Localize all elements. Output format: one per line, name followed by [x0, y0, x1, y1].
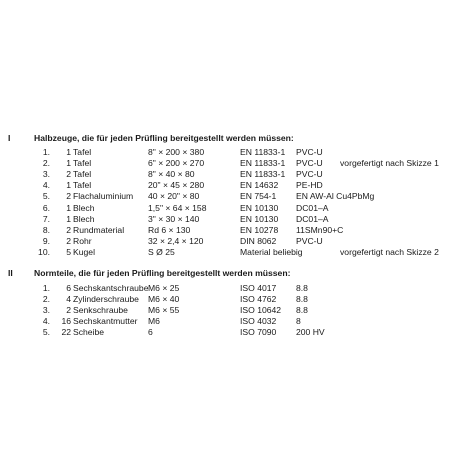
- row-qty: 1: [66, 180, 71, 190]
- row-dimension: [148, 191, 199, 201]
- row-idx: 3.: [42, 169, 50, 179]
- row-dimension: [148, 147, 204, 157]
- row-item: Tafel: [73, 147, 92, 157]
- row-item: Rohr: [73, 236, 92, 246]
- row-std: DIN 8062: [240, 236, 277, 246]
- row-dimension: [148, 283, 179, 293]
- row-std: EN 10278: [240, 225, 279, 235]
- row-dimension-text: 32 × 2,4 × 120: [148, 236, 204, 246]
- row-idx: 5.: [42, 191, 50, 201]
- row-mat: 8: [296, 316, 301, 326]
- row-dimension-text: 3" × 30 × 140: [148, 214, 200, 224]
- row-item: Rundmaterial: [73, 225, 125, 235]
- row-mat: 8.8: [296, 294, 308, 304]
- row-idx: 2.: [42, 158, 50, 168]
- row-qty: 2: [66, 305, 71, 315]
- row-dimension-text: M6 × 25: [148, 283, 180, 293]
- row-qty: 2: [66, 236, 71, 246]
- row-item: Flachaluminium: [73, 191, 134, 201]
- row-dimension-text: Rd 6 × 130: [148, 225, 191, 235]
- row-idx: 10.: [38, 247, 50, 257]
- row-mat: EN AW-Al Cu4PbMg: [296, 191, 375, 201]
- row-item: Zylinderschraube: [73, 294, 139, 304]
- row-dimension-text: M6 × 40: [148, 294, 180, 304]
- row-dimension: [148, 294, 179, 304]
- row-std: EN 14632: [240, 180, 279, 190]
- row-idx: 2.: [42, 294, 50, 304]
- row-dimension-text: 6" × 200 × 270: [148, 158, 205, 168]
- row-idx: 9.: [42, 236, 50, 246]
- row-dimension: [148, 236, 203, 246]
- row-dimension: [148, 327, 153, 337]
- row-dimension: [148, 203, 206, 213]
- row-mat: PVC-U: [296, 169, 323, 179]
- row-mat: 11SMn90+C: [296, 225, 344, 235]
- row-qty: 1: [66, 214, 71, 224]
- row-mat: PE-HD: [296, 180, 323, 190]
- row-std: EN 11833-1: [240, 169, 286, 179]
- section-number: II: [8, 268, 13, 278]
- row-dimension: [148, 225, 190, 235]
- row-std: ISO 4762: [240, 294, 277, 304]
- row-idx: 3.: [42, 305, 50, 315]
- row-dimension-text: 8" × 200 × 380: [148, 147, 205, 157]
- row-item: Tafel: [73, 158, 92, 168]
- row-dimension: [148, 305, 179, 315]
- row-dimension: [148, 169, 195, 179]
- row-dimension-text: 1,5" × 64 × 158: [148, 203, 207, 213]
- row-mat: DC01–A: [296, 203, 329, 213]
- row-idx: 1.: [42, 283, 50, 293]
- row-mat: 8.8: [296, 305, 308, 315]
- row-qty: 1: [66, 203, 71, 213]
- row-std: ISO 4032: [240, 316, 277, 326]
- row-qty: 2: [66, 225, 71, 235]
- row-dimension-text: M6 × 55: [148, 305, 180, 315]
- row-std: ISO 10642: [240, 305, 282, 315]
- row-mat: DC01–A: [296, 214, 329, 224]
- row-mat: 200 HV: [296, 327, 325, 337]
- row-dimension-text: 6: [148, 327, 153, 337]
- row-qty: 2: [66, 191, 71, 201]
- row-qty: 1: [66, 147, 71, 157]
- row-qty: 22: [61, 327, 71, 337]
- row-dimension: [148, 180, 204, 190]
- row-item: Tafel: [73, 180, 92, 190]
- row-std: ISO 7090: [240, 327, 277, 337]
- row-qty: 6: [66, 283, 71, 293]
- row-item: Tafel: [73, 169, 92, 179]
- row-std: EN 754-1: [240, 191, 277, 201]
- row-dimension: [148, 247, 175, 257]
- row-qty: 1: [66, 158, 71, 168]
- row-idx: 4.: [42, 180, 50, 190]
- row-idx: 4.: [42, 316, 50, 326]
- row-item: Kugel: [73, 247, 95, 257]
- row-idx: 1.: [42, 147, 50, 157]
- row-dimension-text: M6: [148, 316, 160, 326]
- row-idx: 7.: [42, 214, 50, 224]
- row-std: EN 11833-1: [240, 147, 286, 157]
- row-dimension: [148, 214, 199, 224]
- row-mat: PVC-U: [296, 147, 323, 157]
- row-item: Sechskantschraube: [73, 283, 149, 293]
- row-mat: PVC-U: [296, 236, 323, 246]
- row-idx: 6.: [42, 203, 50, 213]
- row-mat: PVC-U: [296, 158, 323, 168]
- row-qty: 4: [66, 294, 71, 304]
- row-dimension-text: 8" × 40 × 80: [148, 169, 195, 179]
- row-std: Material beliebig: [240, 247, 303, 257]
- row-dimension: [148, 158, 204, 168]
- row-note: vorgefertigt nach Skizze 2: [340, 247, 439, 257]
- row-qty: 16: [61, 316, 71, 326]
- row-idx: 8.: [42, 225, 50, 235]
- row-qty: 5: [66, 247, 71, 257]
- row-dimension-text: 40 × 20" × 80: [148, 191, 200, 201]
- row-dimension-text: 20" × 45 × 280: [148, 180, 205, 190]
- row-std: EN 10130: [240, 203, 279, 213]
- row-dimension: [148, 316, 160, 326]
- row-item: Senkschraube: [73, 305, 128, 315]
- row-item: Sechskantmutter: [73, 316, 138, 326]
- section-title: Normteile, die für jeden Prüfling bereitgestellt werden müssen:: [34, 268, 291, 278]
- row-item: Blech: [73, 214, 95, 224]
- row-qty: 2: [66, 169, 71, 179]
- section-title: Halbzeuge, die für jeden Prüfling bereitgestellt werden müssen:: [34, 133, 294, 143]
- row-idx: 5.: [42, 327, 50, 337]
- row-dimension-text: S Ø 25: [148, 247, 175, 257]
- row-std: ISO 4017: [240, 283, 277, 293]
- row-item: Blech: [73, 203, 95, 213]
- row-mat: 8.8: [296, 283, 308, 293]
- row-std: EN 11833-1: [240, 158, 286, 168]
- row-item: Scheibe: [73, 327, 105, 337]
- row-std: EN 10130: [240, 214, 279, 224]
- section-number: I: [8, 133, 11, 143]
- row-note: vorgefertigt nach Skizze 1: [340, 158, 439, 168]
